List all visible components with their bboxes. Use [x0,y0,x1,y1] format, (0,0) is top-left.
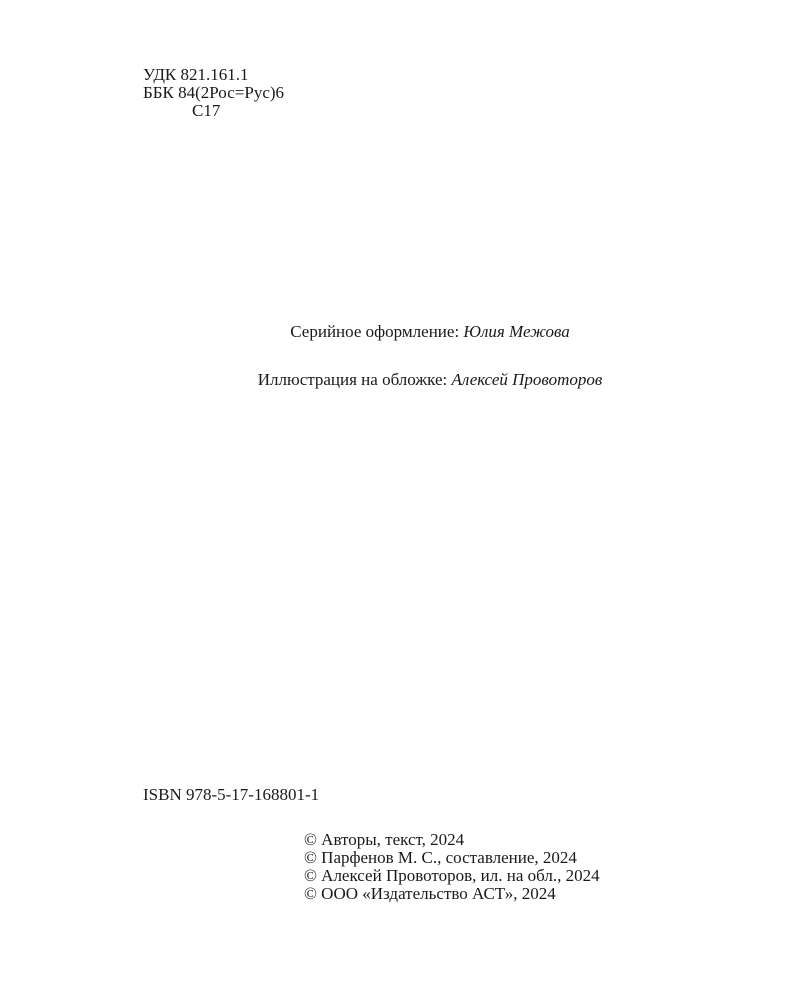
isbn-number: ISBN 978-5-17-168801-1 [143,785,320,804]
series-design-label: Серийное оформление: [290,322,460,341]
cover-illustrator-name: Алексей Провоторов [451,370,603,389]
copyright-line: © Алексей Провоторов, ил. на обл., 2024 [304,866,600,885]
series-design-credit [0,323,800,341]
author-mark: С17 [192,101,221,120]
classification-block [143,66,284,120]
copyright-block [304,831,600,903]
bbk-code: ББК 84(2Рос=Рус)6 [143,83,285,102]
copyright-line: © Парфенов М. С., составление, 2024 [304,848,577,867]
copyright-line: © Авторы, текст, 2024 [304,830,465,849]
udk-code: УДК 821.161.1 [143,65,249,84]
copyright-line: © ООО «Издательство АСТ», 2024 [304,884,556,903]
cover-illustration-label: Иллюстрация на обложке: [257,370,448,389]
cover-illustration-credit [0,371,800,389]
series-designer-name: Юлия Межова [463,322,570,341]
